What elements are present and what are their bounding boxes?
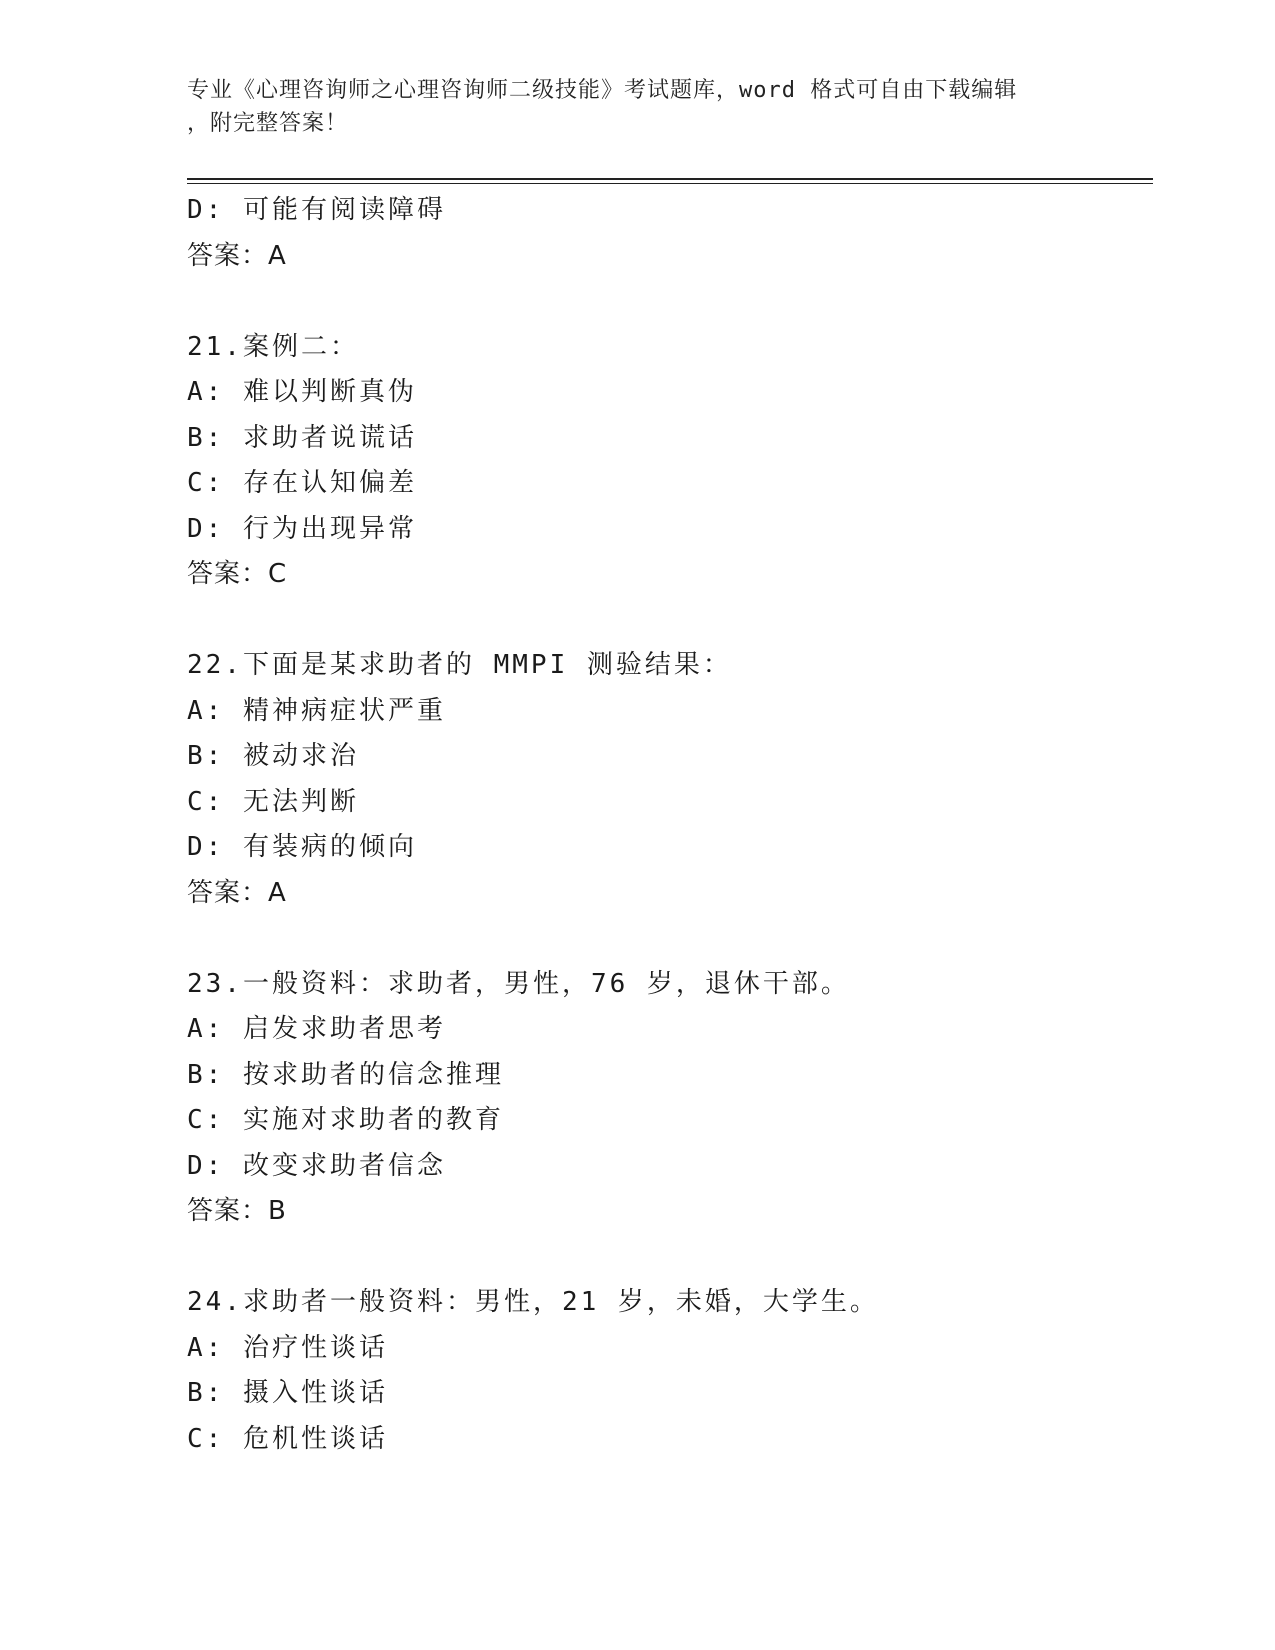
option-d: D: 可能有阅读障碍 bbox=[187, 195, 446, 225]
spacer bbox=[187, 598, 1153, 644]
option-a: A: 启发求助者思考 bbox=[187, 1014, 446, 1044]
option-c: C: 存在认知偏差 bbox=[187, 468, 417, 498]
question-23 bbox=[187, 962, 1153, 1235]
option-b: B: 摄入性谈话 bbox=[187, 1378, 388, 1408]
option-d: D: 改变求助者信念 bbox=[187, 1150, 446, 1181]
option-c: C: 危机性谈话 bbox=[187, 1423, 388, 1454]
question-stem: 21.案例二： bbox=[187, 331, 359, 362]
option-d: D: 有装病的倾向 bbox=[187, 832, 417, 862]
option-b: B: 按求助者的信念推理 bbox=[187, 1059, 504, 1090]
answer-line: 答案：A bbox=[187, 240, 287, 271]
answer-line: 答案：B bbox=[187, 1196, 287, 1226]
option-b: B: 被动求治 bbox=[187, 741, 359, 771]
question-list bbox=[187, 188, 1153, 1462]
document-header bbox=[187, 74, 1087, 140]
answer-line: 答案：C bbox=[187, 559, 288, 589]
header-divider-thin bbox=[187, 183, 1153, 184]
question-stem: 23.一般资料：求助者，男性，76 岁，退休干部。 bbox=[187, 968, 850, 999]
option-b: B: 求助者说谎话 bbox=[187, 422, 417, 453]
spacer bbox=[187, 1235, 1153, 1281]
option-c: C: 实施对求助者的教育 bbox=[187, 1105, 504, 1135]
question-22 bbox=[187, 643, 1153, 916]
question-21 bbox=[187, 325, 1153, 598]
header-line-1: 专业《心理咨询师之心理咨询师二级技能》考试题库，word 格式可自由下载编辑 bbox=[187, 78, 1018, 103]
option-d: D: 行为出现异常 bbox=[187, 513, 417, 544]
option-a: A: 精神病症状严重 bbox=[187, 695, 446, 726]
header-line-2: ，附完整答案！ bbox=[187, 111, 349, 136]
option-a: A: 难以判断真伪 bbox=[187, 377, 417, 407]
question-stem: 22.下面是某求助者的 MMPI 测验结果： bbox=[187, 650, 732, 680]
option-a: A: 治疗性谈话 bbox=[187, 1332, 388, 1363]
spacer bbox=[187, 916, 1153, 962]
question-stem: 24.求助者一般资料：男性，21 岁，未婚，大学生。 bbox=[187, 1287, 879, 1317]
answer-line: 答案：A bbox=[187, 877, 287, 908]
spacer bbox=[187, 279, 1153, 325]
header-divider-thick bbox=[187, 178, 1153, 180]
question-24 bbox=[187, 1280, 1153, 1462]
option-c: C: 无法判断 bbox=[187, 786, 359, 817]
